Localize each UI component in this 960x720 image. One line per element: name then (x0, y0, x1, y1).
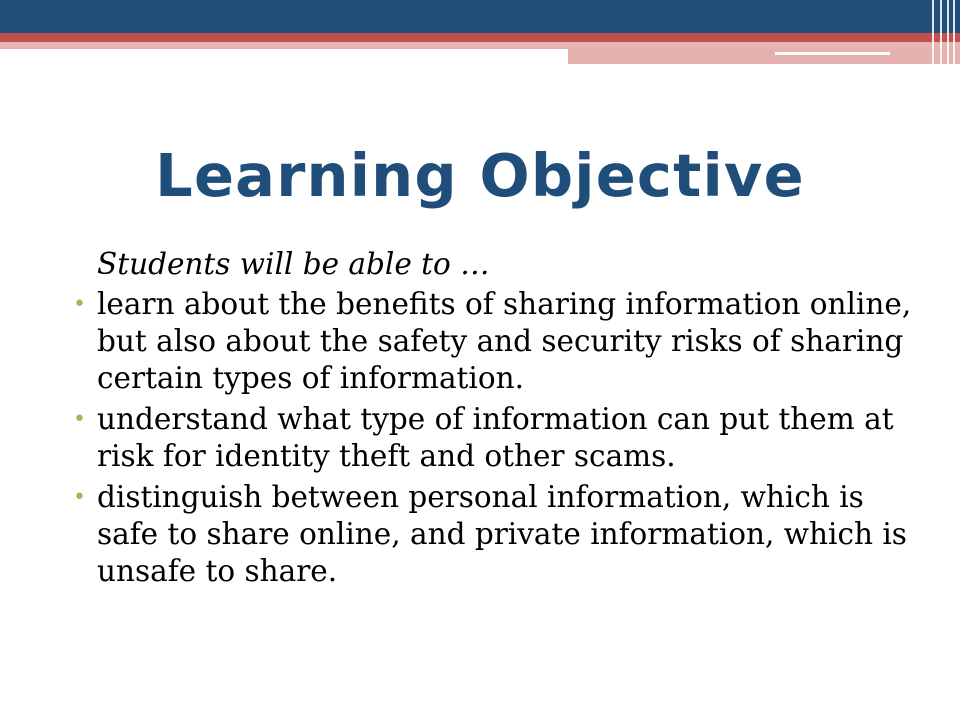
list-item (73, 401, 913, 475)
header-stripe (947, 0, 949, 64)
objective-text: learn about the benefits of sharing information online, but also about the safety and security risks of sharing certain types of information. (97, 287, 912, 395)
bullet-icon: • (73, 485, 86, 510)
list-item (73, 286, 913, 397)
header-bar (0, 0, 960, 33)
slide-body (73, 246, 913, 594)
header-stripe (932, 0, 934, 64)
header-stripe (940, 0, 942, 64)
objective-text: understand what type of information can put them at risk for identity theft and other scams. (97, 402, 894, 473)
list-item (73, 479, 913, 590)
slide-title: Learning Objective (155, 141, 805, 210)
bullet-icon: • (73, 407, 86, 432)
header-accent-red (0, 33, 960, 42)
intro-text: Students will be able to … (97, 247, 490, 281)
header-accent-line (775, 52, 890, 55)
header-accent-pink-extension (568, 49, 960, 64)
objective-text: distinguish between personal information, which is safe to share online, and private information, which is unsafe to share. (97, 480, 907, 588)
objectives-list (73, 286, 913, 590)
bullet-icon: • (73, 292, 86, 317)
header-stripe (953, 0, 955, 64)
header-accent-pink (0, 42, 960, 49)
